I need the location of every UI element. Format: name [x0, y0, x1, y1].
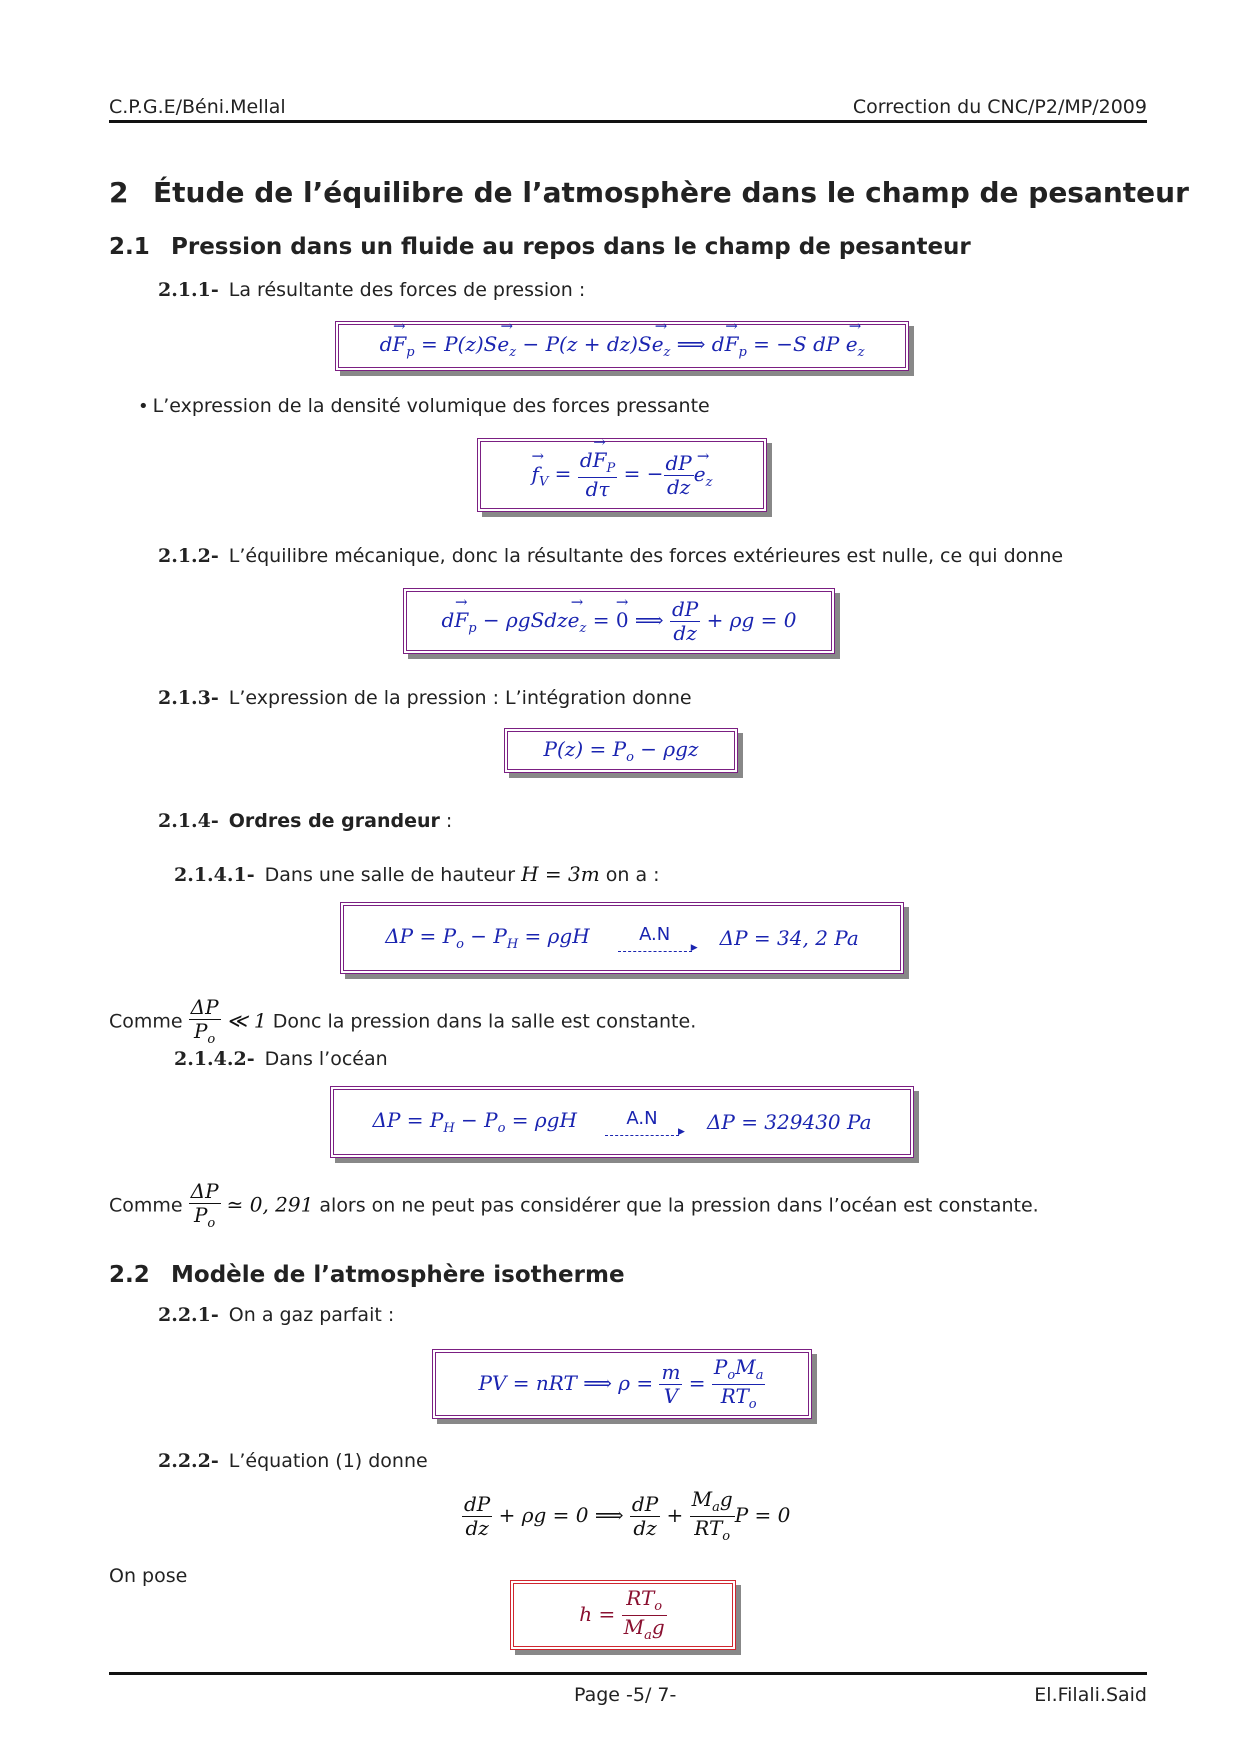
equation-box-fV: → $f_V$ = $d\to F_P$ dτ = − $\frac{dP}{dz}$ → $e_z$ — [477, 438, 767, 512]
equation-box-dFp: $d\to F_p = P(z)S\to e_z - P(z + dz)S\to e_z$ ⟹ $d\to F_p = -S$ dP → $e_z$ — [335, 321, 909, 371]
question-2-1-1: 2.1.1- La résultante des forces de pression : — [158, 279, 586, 301]
header-right: Correction du CNC/P2/MP/2009 — [852, 96, 1147, 118]
question-2-1-2: 2.1.2- L’équilibre mécanique, donc la résultante des forces extérieures est nulle, ce qui donne — [158, 545, 1064, 567]
comme-ocean: Comme $\frac{\Delta P}{P_o}$ ≃ 0, 291 alors on ne peut pas considérer que la pression dans l’océan est constante. — [109, 1179, 1039, 1231]
section-title: 2 Étude de l’équilibre de l’atmosphère dans le champ de pesanteur — [109, 176, 1189, 209]
subsection-2-2-title: 2.2 Modèle de l’atmosphère isotherme — [109, 1262, 625, 1288]
an-arrow-1: A.N ▶ — [618, 924, 692, 952]
question-2-2-2: 2.2.2- L’équation (1) donne — [158, 1450, 428, 1472]
question-2-1-4-2: 2.1.4.2- Dans l’océan — [174, 1048, 388, 1070]
on-pose: On pose — [109, 1565, 188, 1587]
equation-box-salle: $\Delta P = P_o - P_H = \rho gH$ A.N ▶ ΔP = 34, 2 Pa — [340, 902, 904, 974]
equation-box-gaz-parfait: PV = nRT ⟹ ρ = $\frac{m}{V}$ = $P_oM_a$ $RT_o$ — [432, 1349, 812, 1419]
header-rule — [109, 120, 1147, 123]
equation-2-2-2: $\frac{dP}{dz}$ + ρg = 0 ⟹ $\frac{dP}{dz}$ + $M_ag$ $RT_o$ P = 0 — [464, 1487, 791, 1544]
comme-salle: Comme $\frac{\Delta P}{P_o}$ ≪ 1 Donc la pression dans la salle est constante. — [109, 995, 697, 1047]
header-left: C.P.G.E/Béni.Mellal — [109, 96, 286, 118]
question-2-1-3: 2.1.3- L’expression de la pression : L’intégration donne — [158, 687, 692, 709]
equation-box-h: h = $RT_o$ $M_ag$ — [510, 1580, 736, 1650]
question-2-2-1: 2.2.1- On a gaz parfait : — [158, 1304, 395, 1326]
question-2-1-4: 2.1.4- Ordres de grandeur : — [158, 810, 453, 832]
equation-box-equilibre: $d\to F_p$ − ρgSdz→ $e_z$ = → 0 ⟹ $\frac{dP}{dz}$ + ρg = 0 — [403, 588, 835, 654]
question-2-1-4-1: 2.1.4.1- Dans une salle de hauteur H = 3m on a : — [174, 862, 660, 886]
subsection-2-1-title: 2.1 Pression dans un fluide au repos dans le champ de pesanteur — [109, 234, 971, 260]
an-arrow-2: A.N ▶ — [605, 1108, 679, 1136]
bullet-densite: • L’expression de la densité volumique des forces pressante — [138, 395, 710, 417]
footer-page: Page -5/ 7- — [574, 1684, 677, 1706]
footer-rule — [109, 1672, 1147, 1675]
footer-author: El.Filali.Said — [1034, 1684, 1147, 1706]
equation-box-ocean: $\Delta P = P_H - P_o = \rho gH$ A.N ▶ ΔP = 329430 Pa — [330, 1086, 914, 1158]
equation-box-Pz: $P(z) = P_o - \rho gz$ — [504, 728, 738, 773]
